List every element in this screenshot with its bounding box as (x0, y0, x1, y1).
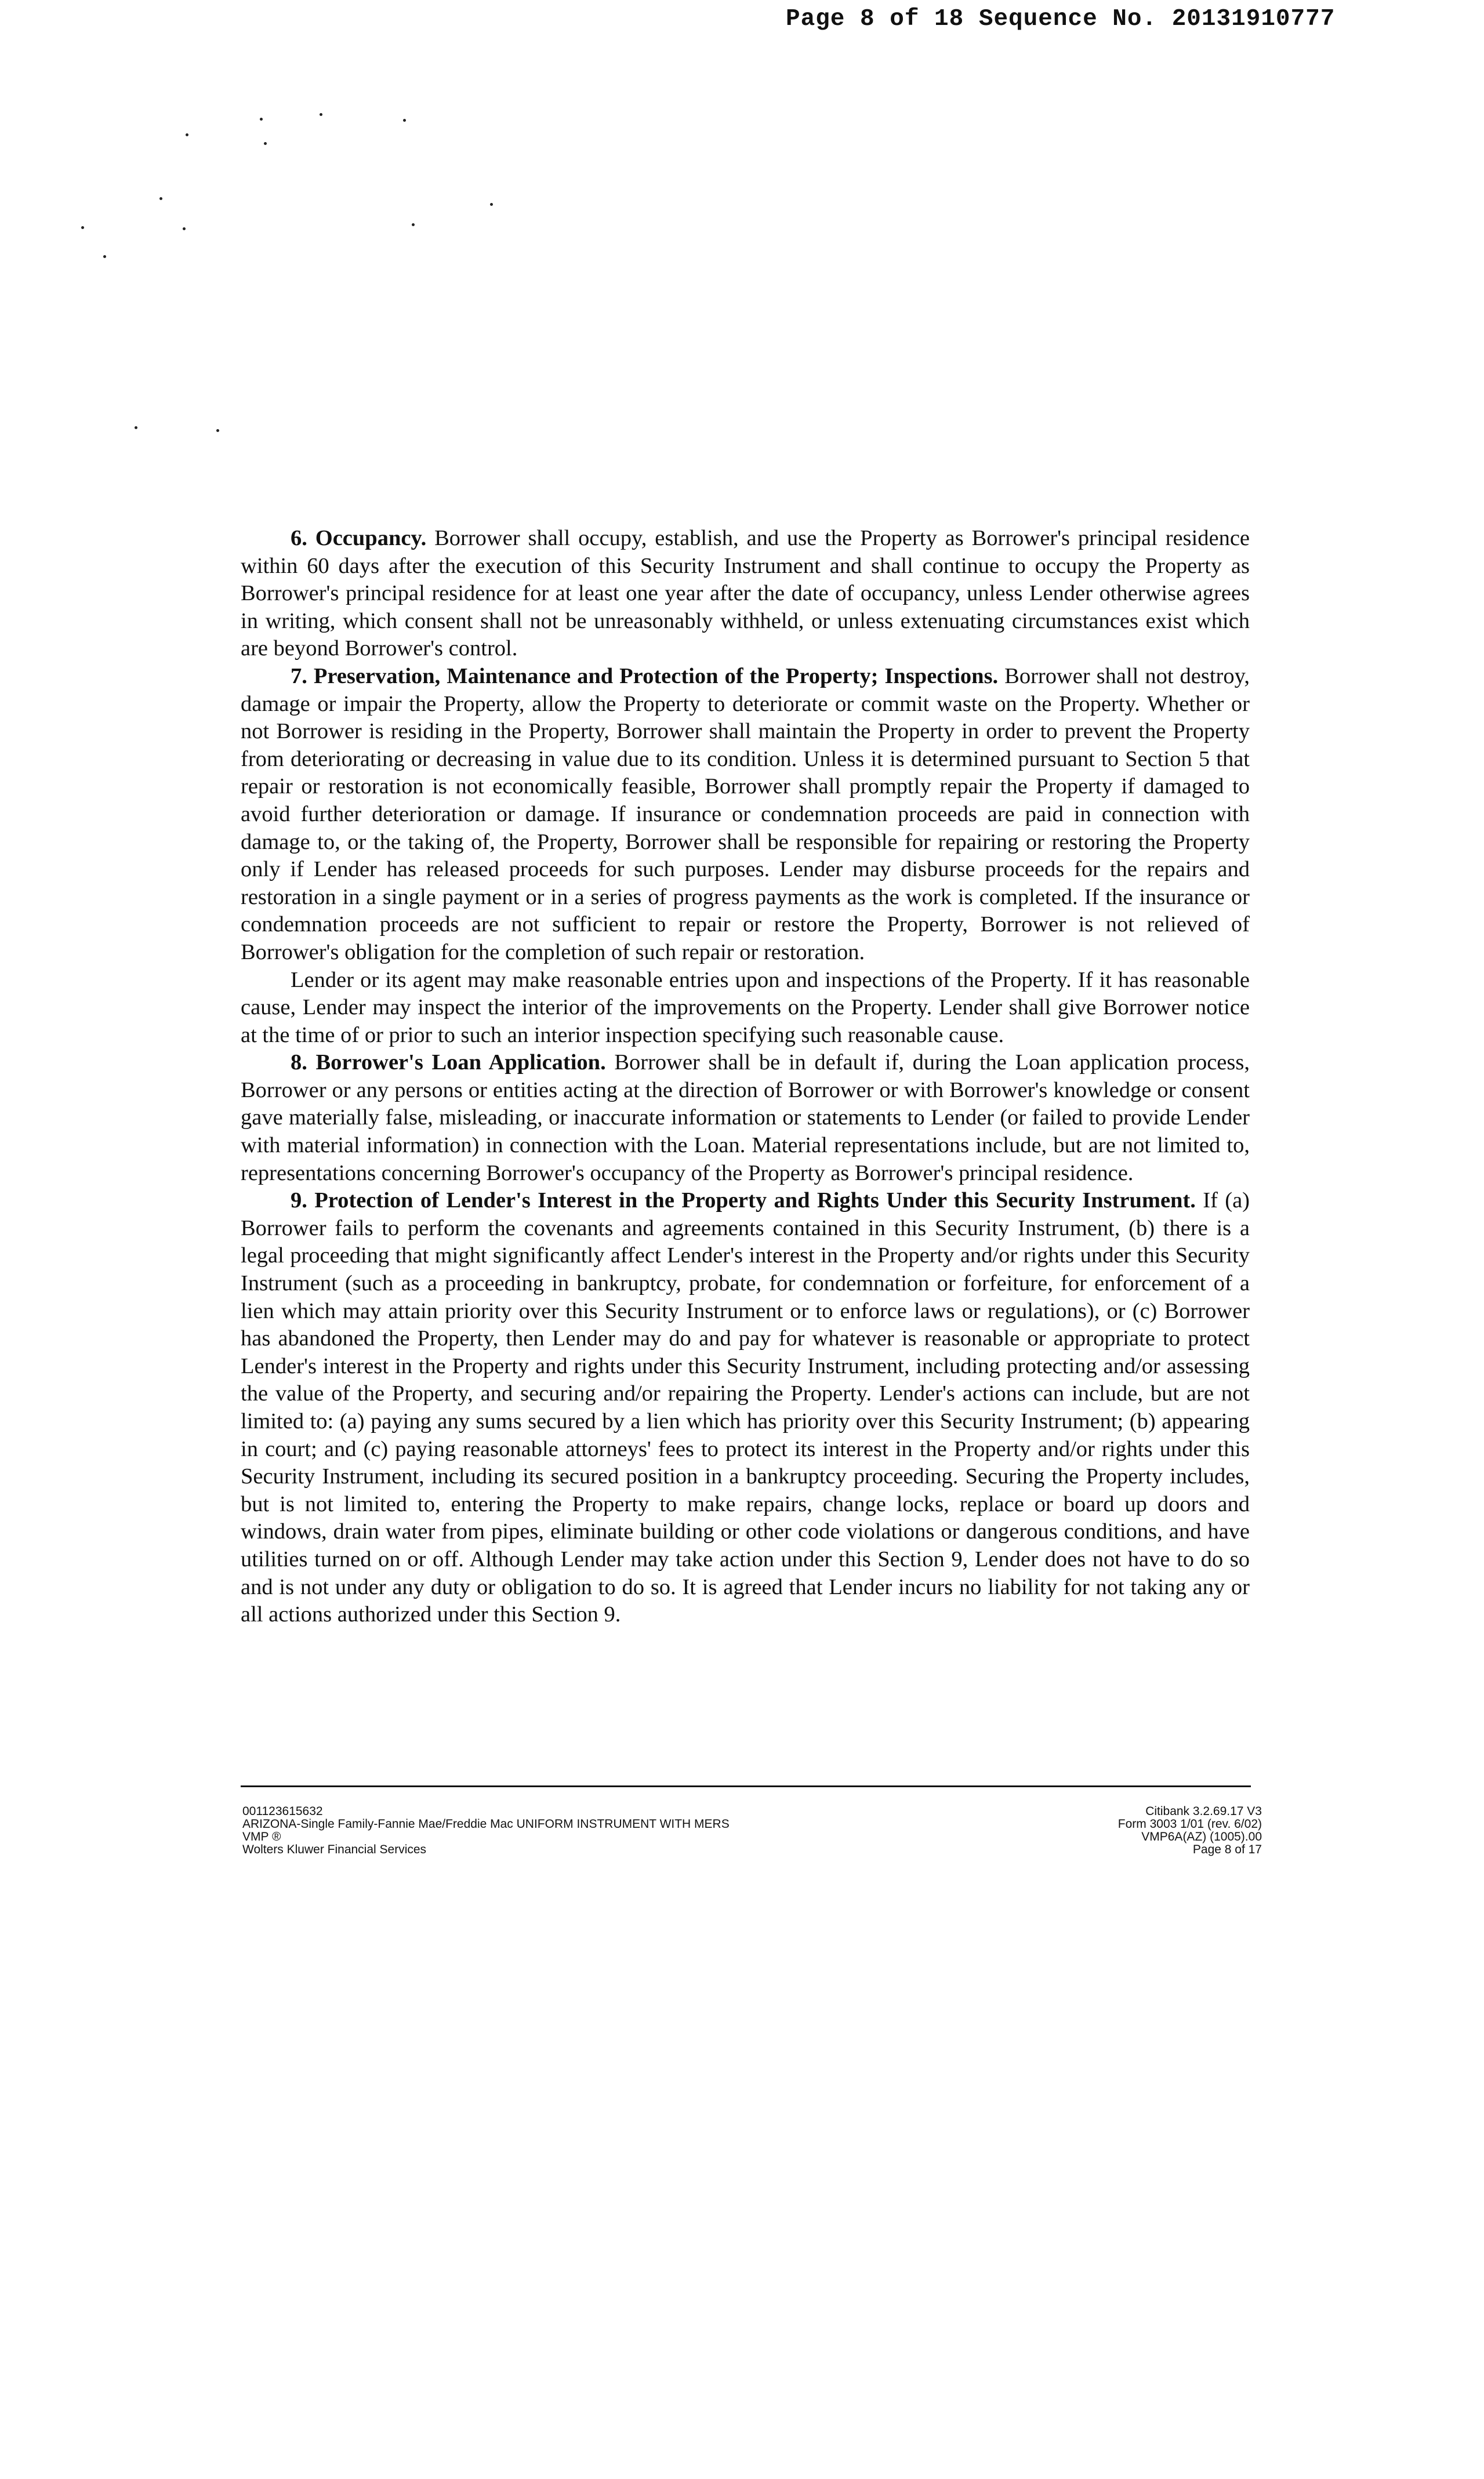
section-inspections-paragraph (241, 967, 1250, 1050)
footer-right (1118, 1805, 1262, 1856)
section-heading: 6. Occupancy. (291, 526, 427, 550)
form-number: Form 3003 1/01 (rev. 6/02) (1117, 1817, 1262, 1831)
scan-speck (260, 118, 263, 121)
section-text: Borrower shall not destroy, damage or impair the Property, allow the Property to deteriorate or commit waste on the Property. Whether or not Borrower is residing in the Property, Borrower shall maintain the Property in order to prevent the Property from deteriorating or decreasing in value due to its condition. Unless it is determined pursuant to Section 5 that repair or restoration is not economically feasible, Borrower shall promptly repair the Property if damaged to avoid further deterioration or damage. If insurance or condemnation proceeds are paid in connection with damage to, or the taking of, the Property, Borrower shall be responsible for repairing or restoring the Property only if Lender has released proceeds for such purposes. Lender may disburse proceeds for the repairs and restoration in a single payment or in a series of progress payments as the work is completed. If the insurance or condemnation proceeds are not sufficient to repair or restore the Property, Borrower is not relieved of Borrower's obligation for the completion of such repair or restoration. (241, 663, 1250, 964)
section-heading: 7. Preservation, Maintenance and Protection of the Property; Inspections. (291, 663, 999, 688)
scan-speck (135, 426, 137, 429)
footer-rule (241, 1785, 1251, 1787)
header-stamp: Page 8 of 18 Sequence No. 20131910777 (786, 6, 1336, 32)
section-loan-application (241, 1049, 1250, 1187)
vmp-mark: VMP ® (242, 1830, 281, 1843)
loan-number: 001123615632 (242, 1805, 323, 1818)
scan-speck (216, 429, 219, 432)
page-number: Page 8 of 17 (1192, 1843, 1262, 1856)
footer-left (242, 1805, 730, 1856)
section-text: Borrower shall occupy, establish, and use the Property as Borrower's principal residence within 60 days after the execution of this Security Instrument and shall continue to occupy the Property as Borrower's principal residence for at least one year after the date of occupancy, unless Lender otherwise agrees in writing, which consent shall not be unreasonably withheld, or unless extenuating circumstances exist which are beyond Borrower's control. (241, 526, 1250, 661)
scan-speck (183, 227, 186, 230)
publisher: Wolters Kluwer Financial Services (242, 1843, 427, 1856)
scan-speck (490, 203, 493, 206)
scan-speck (159, 197, 162, 200)
scan-speck (403, 119, 406, 122)
section-preservation (241, 663, 1250, 967)
section-text: If (a) Borrower fails to perform the covenants and agreements contained in this Security Instrument, (b) there is a legal proceeding that might significantly affect Lender's interest in the Property and/or rights under this Security Instrument (such as a proceeding in bankruptcy, probate, for condemnation or forfeiture, for enforcement of a lien which may attain priority over this Security Instrument or to enforce laws or regulations), or (c) Borrower has abandoned the Property, then Lender may do and pay for whatever is reasonable or appropriate to protect Lender's interest in the Property and rights under this Security Instrument, including protecting and/or assessing the value of the Property, and securing and/or repairing the Property. Lender's actions can include, but are not limited to: (a) paying any sums secured by a lien which has priority over this Security Instrument; (b) appearing in court; and (c) paying reasonable attorneys' fees to protect its interest in the Property and/or rights under this Security Instrument, including its secured position in a bankruptcy proceeding. Securing the Property includes, but is not limited to, entering the Property to make repairs, change locks, replace or board up doors and windows, drain water from pipes, eliminate building or other code violations or dangerous conditions, and have utilities turned on or off. Although Lender may take action under this Section 9, Lender does not have to do so and is not under any duty or obligation to do so. It is agreed that Lender incurs no liability for not taking any or all actions authorized under this Section 9. (241, 1188, 1250, 1627)
vmp-code: VMP6A(AZ) (1005).00 (1141, 1830, 1262, 1843)
section-protection-of-interest (241, 1187, 1250, 1629)
section-heading: 9. Protection of Lender's Interest in the Property and Rights Under this Security Instrument. (291, 1188, 1196, 1213)
scan-speck (264, 142, 267, 145)
scan-speck (186, 133, 188, 136)
section-heading: 8. Borrower's Loan Application. (291, 1050, 606, 1075)
version-code: Citibank 3.2.69.17 V3 (1145, 1805, 1262, 1818)
scan-speck (81, 226, 84, 229)
form-description: ARIZONA-Single Family-Fannie Mae/Freddie Mac UNIFORM INSTRUMENT WITH MERS (242, 1817, 730, 1831)
section-text: Lender or its agent may make reasonable entries upon and inspections of the Property. If it has reasonable cause, Lender may inspect the interior of the improvements on the Property. Lender shall give Borrower notice at the time of or prior to such an interior inspection specifying such reasonable cause. (241, 967, 1250, 1047)
scan-speck (320, 113, 322, 116)
section-occupancy (241, 525, 1250, 663)
scan-speck (412, 223, 415, 226)
scan-speck (103, 255, 106, 258)
section-text: Borrower shall be in default if, during the Loan application process, Borrower or any persons or entities acting at the direction of Borrower or with Borrower's knowledge or consent gave materially false, misleading, or inaccurate information or statements to Lender (or failed to provide Lender with material information) in connection with the Loan. Material representations include, but are not limited to, representations concerning Borrower's occupancy of the Property as Borrower's principal residence. (241, 1050, 1250, 1185)
document-body (241, 525, 1250, 1629)
